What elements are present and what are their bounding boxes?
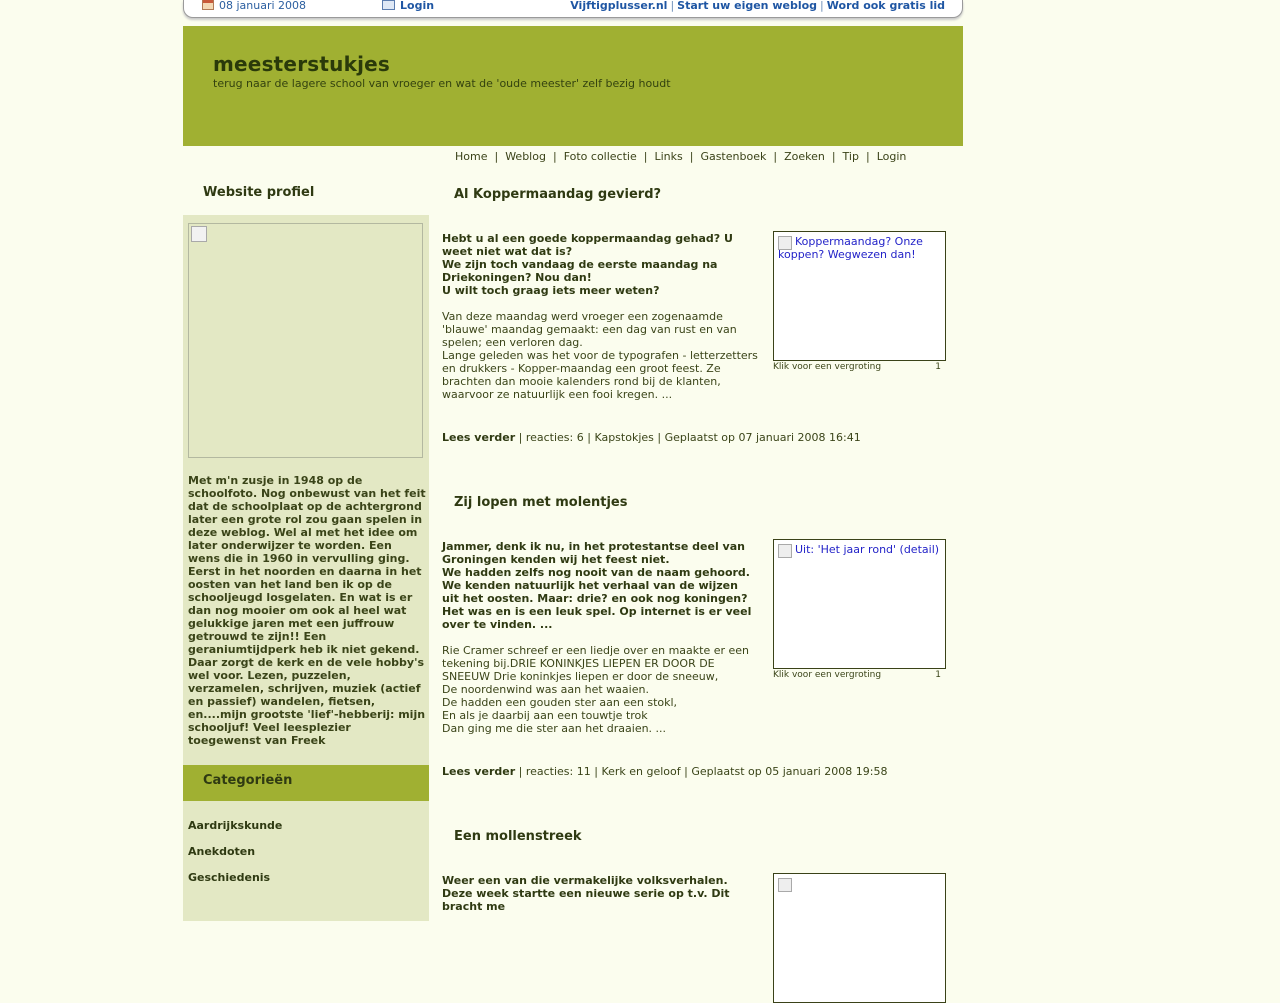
photo-alt-text: Koppermaandag? Onze koppen? Wegwezen dan!: [778, 235, 923, 261]
post-text-line: De hadden een gouden ster aan een stokl,: [442, 696, 678, 709]
category-link[interactable]: Kerk en geloof: [601, 765, 681, 778]
post-meta: Lees verder | reacties: 11 | Kerk en geloof | Geplaatst op 05 januari 2008 19:58: [442, 765, 888, 778]
sidebar-categories-title: Categorieën: [183, 765, 429, 801]
nav-weblog[interactable]: Weblog: [505, 150, 546, 163]
photo-caption-text: Klik voor een vergroting: [773, 362, 882, 372]
post-intro-line: Jammer, denk ik nu, in het protestantse deel van Groningen kenden wij het feest niet.: [442, 540, 745, 566]
post-title[interactable]: Zij lopen met molentjes: [454, 495, 628, 510]
read-more-link[interactable]: Lees verder: [442, 765, 516, 778]
sidebar-profile-box: [183, 215, 429, 765]
post-text-line: Rie Cramer schreef er een liedje over en maakte er een tekening bij.DRIE KONINKJES LIEPEN ER DOOR DE SNEEUW Drie koninkjes liepen er door de sneeuw,: [442, 644, 750, 683]
top-login-link[interactable]: [382, 0, 434, 12]
post-body: [442, 874, 758, 913]
post-photo[interactable]: [773, 873, 946, 1003]
top-login-label: Login: [400, 0, 435, 12]
broken-image-icon: [778, 878, 792, 892]
category-link[interactable]: Kapstokjes: [594, 431, 654, 444]
nav-gastenboek[interactable]: Gastenboek: [700, 150, 767, 163]
profile-image: [188, 223, 423, 458]
post-intro-line: We kenden natuurlijk het verhaal van de wijzen uit het oosten. Maar: drie? en ook nog koningen?: [442, 579, 748, 605]
post-text-line: Lange geleden was het voor de typografen - letterzetters en drukkers - Kopper-maandag een groot feest. Ze brachten dan mooie kalenders rond bij de klanten, waarvoor ze natuurlijk een fooi kregen. ...: [442, 349, 758, 401]
post-intro-line: Hebt u al een goede koppermaandag gehad? U weet niet wat dat is?: [442, 232, 733, 258]
post-intro: [442, 232, 758, 297]
post-text-line: De noordenwind was aan het waaien.: [442, 683, 649, 696]
posted-date: Geplaatst op 07 januari 2008 16:41: [664, 431, 861, 444]
main-nav: Home | Weblog | Foto collectie | Links | Gastenboek | Zoeken | Tip | Login: [455, 150, 907, 163]
post-body: [442, 540, 758, 735]
post-intro-line: We zijn toch vandaag de eerste maandag na Driekoningen? Nou dan!: [442, 258, 718, 284]
post-title[interactable]: Een mollenstreek: [454, 829, 582, 844]
photo-caption[interactable]: [773, 670, 943, 680]
post-title[interactable]: Al Koppermaandag gevierd?: [454, 187, 662, 202]
post-photo[interactable]: [773, 231, 946, 361]
profile-text: Met m'n zusje in 1948 op de schoolfoto. Nog onbewust van het feit dat de schoolplaat op de achtergrond later een grote rol zou gaan spelen in deze weblog. Wel al met het idee om later onderwijzer te worden. Een wens die in 1960 in vervulling ging. Eerst in het noorden en daarna in het oosten van het land ben ik op de schooljeugd losgelaten. En wat is er dan nog mooier om ook al heel wat gelukkige jaren met een juffrouw getrouwd te zijn!! Een geraniumtijdperk heb ik niet gekend. Daar zorgt de kerk en de vele hobby's wel voor. Lezen, puzzelen, verzamelen, schrijven, muziek (actief en passief) wandelen, fietsen, en....mijn grootste 'lief'-hebberij: mijn schooljuf! Veel leesplezier toegewenst van Freek: [188, 474, 426, 747]
calendar-icon: [202, 0, 214, 10]
login-card-icon: [382, 0, 395, 10]
photo-alt-text: Uit: 'Het jaar rond' (detail): [795, 543, 940, 556]
broken-image-icon: [191, 226, 207, 242]
post-text-line: Van deze maandag werd vroeger een zogenaamde 'blauwe' maandag gemaakt: een dag van rust en van spelen; een verloren dag.: [442, 310, 737, 349]
post-intro: [442, 540, 758, 631]
nav-zoeken[interactable]: Zoeken: [784, 150, 825, 163]
category-anekdoten[interactable]: Anekdoten: [188, 845, 256, 858]
nav-login[interactable]: Login: [876, 150, 907, 163]
link-start-weblog[interactable]: Start uw eigen weblog: [677, 0, 818, 12]
date-display: [202, 0, 306, 12]
post-text-line: Dan ging me die ster aan het draaien. ...: [442, 722, 667, 735]
post-intro-line: Het was en is een leuk spel. Op internet is er veel over te vinden. ...: [442, 605, 752, 631]
category-aardrijkskunde[interactable]: Aardrijkskunde: [188, 819, 283, 832]
post-body: [442, 232, 758, 401]
post-intro-line: We hadden zelfs nog nooit van de naam gehoord.: [442, 566, 750, 579]
post-text: [442, 310, 758, 401]
post-intro: [442, 874, 758, 913]
link-word-lid[interactable]: Word ook gratis lid: [826, 0, 945, 12]
posted-date: Geplaatst op 05 januari 2008 19:58: [691, 765, 888, 778]
nav-foto-collectie[interactable]: Foto collectie: [563, 150, 637, 163]
nav-home[interactable]: Home: [455, 150, 488, 163]
category-geschiedenis[interactable]: Geschiedenis: [188, 871, 271, 884]
reactions-link[interactable]: reacties: 11: [525, 765, 591, 778]
site-subtitle: terug naar de lagere school van vroeger en wat de 'oude meester' zelf bezig houdt: [213, 77, 671, 90]
photo-caption-text: Klik voor een vergroting: [773, 670, 882, 680]
post-photo[interactable]: [773, 539, 946, 669]
read-more-link[interactable]: Lees verder: [442, 431, 516, 444]
site-title[interactable]: meesterstukjes: [213, 52, 390, 76]
post-text-line: En als je daarbij aan een touwtje trok: [442, 709, 648, 722]
post-intro-line: Weer een van die vermakelijke volksverhalen. Deze week startte een nieuwe serie op t.v. Dit bracht me: [442, 874, 730, 913]
date-text: 08 januari 2008: [219, 0, 307, 12]
nav-tip[interactable]: Tip: [842, 150, 859, 163]
sidebar-categories-box: [183, 801, 429, 921]
link-vijftigplusser[interactable]: Vijftigplusser.nl: [570, 0, 668, 12]
post-text: [442, 644, 758, 735]
post-intro-line: U wilt toch graag iets meer weten?: [442, 284, 660, 297]
photo-caption[interactable]: [773, 362, 943, 372]
sidebar-profile-title: Website profiel: [203, 185, 315, 200]
photo-count: 1: [935, 362, 941, 372]
top-bar: 08 januari 2008 Login Vijftigplusser.nl | Start uw eigen weblog | Word ook gratis lid: [183, 0, 963, 18]
site-header: [183, 26, 963, 146]
post-meta: Lees verder | reacties: 6 | Kapstokjes | Geplaatst op 07 januari 2008 16:41: [442, 431, 861, 444]
reactions-link[interactable]: reacties: 6: [525, 431, 584, 444]
nav-links[interactable]: Links: [654, 150, 683, 163]
photo-count: 1: [935, 670, 941, 680]
